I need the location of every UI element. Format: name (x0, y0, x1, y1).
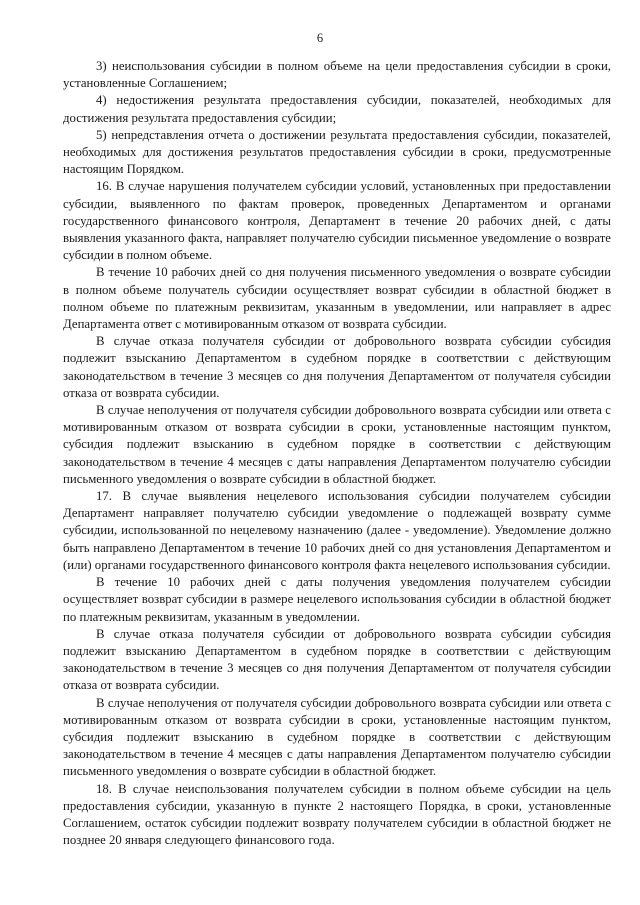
paragraph-item-17-refund: В течение 10 рабочих дней с даты получения уведомления получателем субсидии осуществляет возврат субсидии в размере нецелевого использования субсидии в областной бюджет по платежным реквизитам, указанным в уведомлении. (63, 575, 611, 624)
document-body (63, 58, 611, 849)
paragraph-clause-3: 3) неиспользования субсидии в полном объеме на цели предоставления субсидии в сроки, установленные Соглашением; (63, 59, 611, 91)
paragraph-item-16: 16. В случае нарушения получателем субсидии условий, установленных при предоставлении субсидии, выявленного по фактам проверок, проведенных Департаментом и органами государственного финансового контроля, Департамент в течение 20 рабочих дней, с даты выявления указанного факта, направляет получателю субсидии письменное уведомление о возврате субсидии в полном объеме. (63, 179, 611, 263)
page-number: 6 (316, 31, 324, 45)
paragraph-item-18: 18. В случае неиспользования получателем субсидии в полном объеме субсидии на цель предоставления субсидии, указанную в пункте 2 настоящего Порядка, в сроки, установленные Соглашением, остаток субсидии подлежит возврату получателем субсидии в областной бюджет не позднее 20 января следующего финансового года. (63, 781, 611, 848)
paragraph-item-16-no-response: В случае неполучения от получателя субсидии добровольного возврата субсидии или ответа с мотивированным отказом от возврата субсидии в сроки, установленные настоящим пунктом, субсидия подлежит взысканию в судебном порядке в соответствии с действующим законодательством в течение 4 месяцев с даты направления Департаментом получателю субсидии письменного уведомления о возврате субсидии в областной бюджет. (63, 403, 611, 486)
paragraph-item-17: 17. В случае выявления нецелевого использования субсидии получателем субсидии Департамент направляет получателю субсидии уведомление о подлежащей возврату сумме субсидии, использованной по нецелевому назначению (далее - уведомление). Уведомление должно быть направлено Департаментом в течение 10 рабочих дней со дня установления Департаментом и (или) органами государственного финансового контроля факта нецелевого использования субсидии. (63, 489, 611, 572)
paragraph-item-17-refusal: В случае отказа получателя субсидии от добровольного возврата субсидии субсидия подлежит взысканию Департаментом в судебном порядке в соответствии с действующим законодательством в течение 3 месяцев со дня получения Департаментом от получателя субсидии отказа от возврата субсидии. (63, 626, 611, 693)
paragraph-item-16-refund: В течение 10 рабочих дней со дня получения письменного уведомления о возврате субсидии в полном объеме получатель субсидии осуществляет возврат субсидии в областной бюджет в полном объеме по платежным реквизитам, указанным в уведомлении, или направляет в адрес Департамента ответ с мотивированным отказом от возврата субсидии. (63, 265, 611, 332)
paragraph-clause-4: 4) недостижения результата предоставления субсидии, показателей, необходимых для достижения результата предоставления субсидии; (63, 93, 611, 125)
paragraph-item-16-refusal: В случае отказа получателя субсидии от добровольного возврата субсидии субсидия подлежит взысканию Департаментом в судебном порядке в соответствии с действующим законодательством в течение 3 месяцев со дня получения Департаментом от получателя субсидии отказа от возврата субсидии. (63, 334, 611, 400)
paragraph-clause-5: 5) непредставления отчета о достижении результата предоставления субсидии, показателей, необходимых для достижения результатов предоставления субсидии в сроки, предусмотренные настоящим Порядком. (63, 127, 611, 177)
paragraph-item-17-no-response: В случае неполучения от получателя субсидии добровольного возврата субсидии или ответа с мотивированным отказом от возврата субсидии в сроки, установленные настоящим пунктом, субсидия подлежит взысканию в судебном порядке в соответствии с действующим законодательством в течение 4 месяцев с даты направления Департаментом получателю субсидии письменного уведомления о возврате субсидии в областной бюджет. (63, 695, 611, 779)
